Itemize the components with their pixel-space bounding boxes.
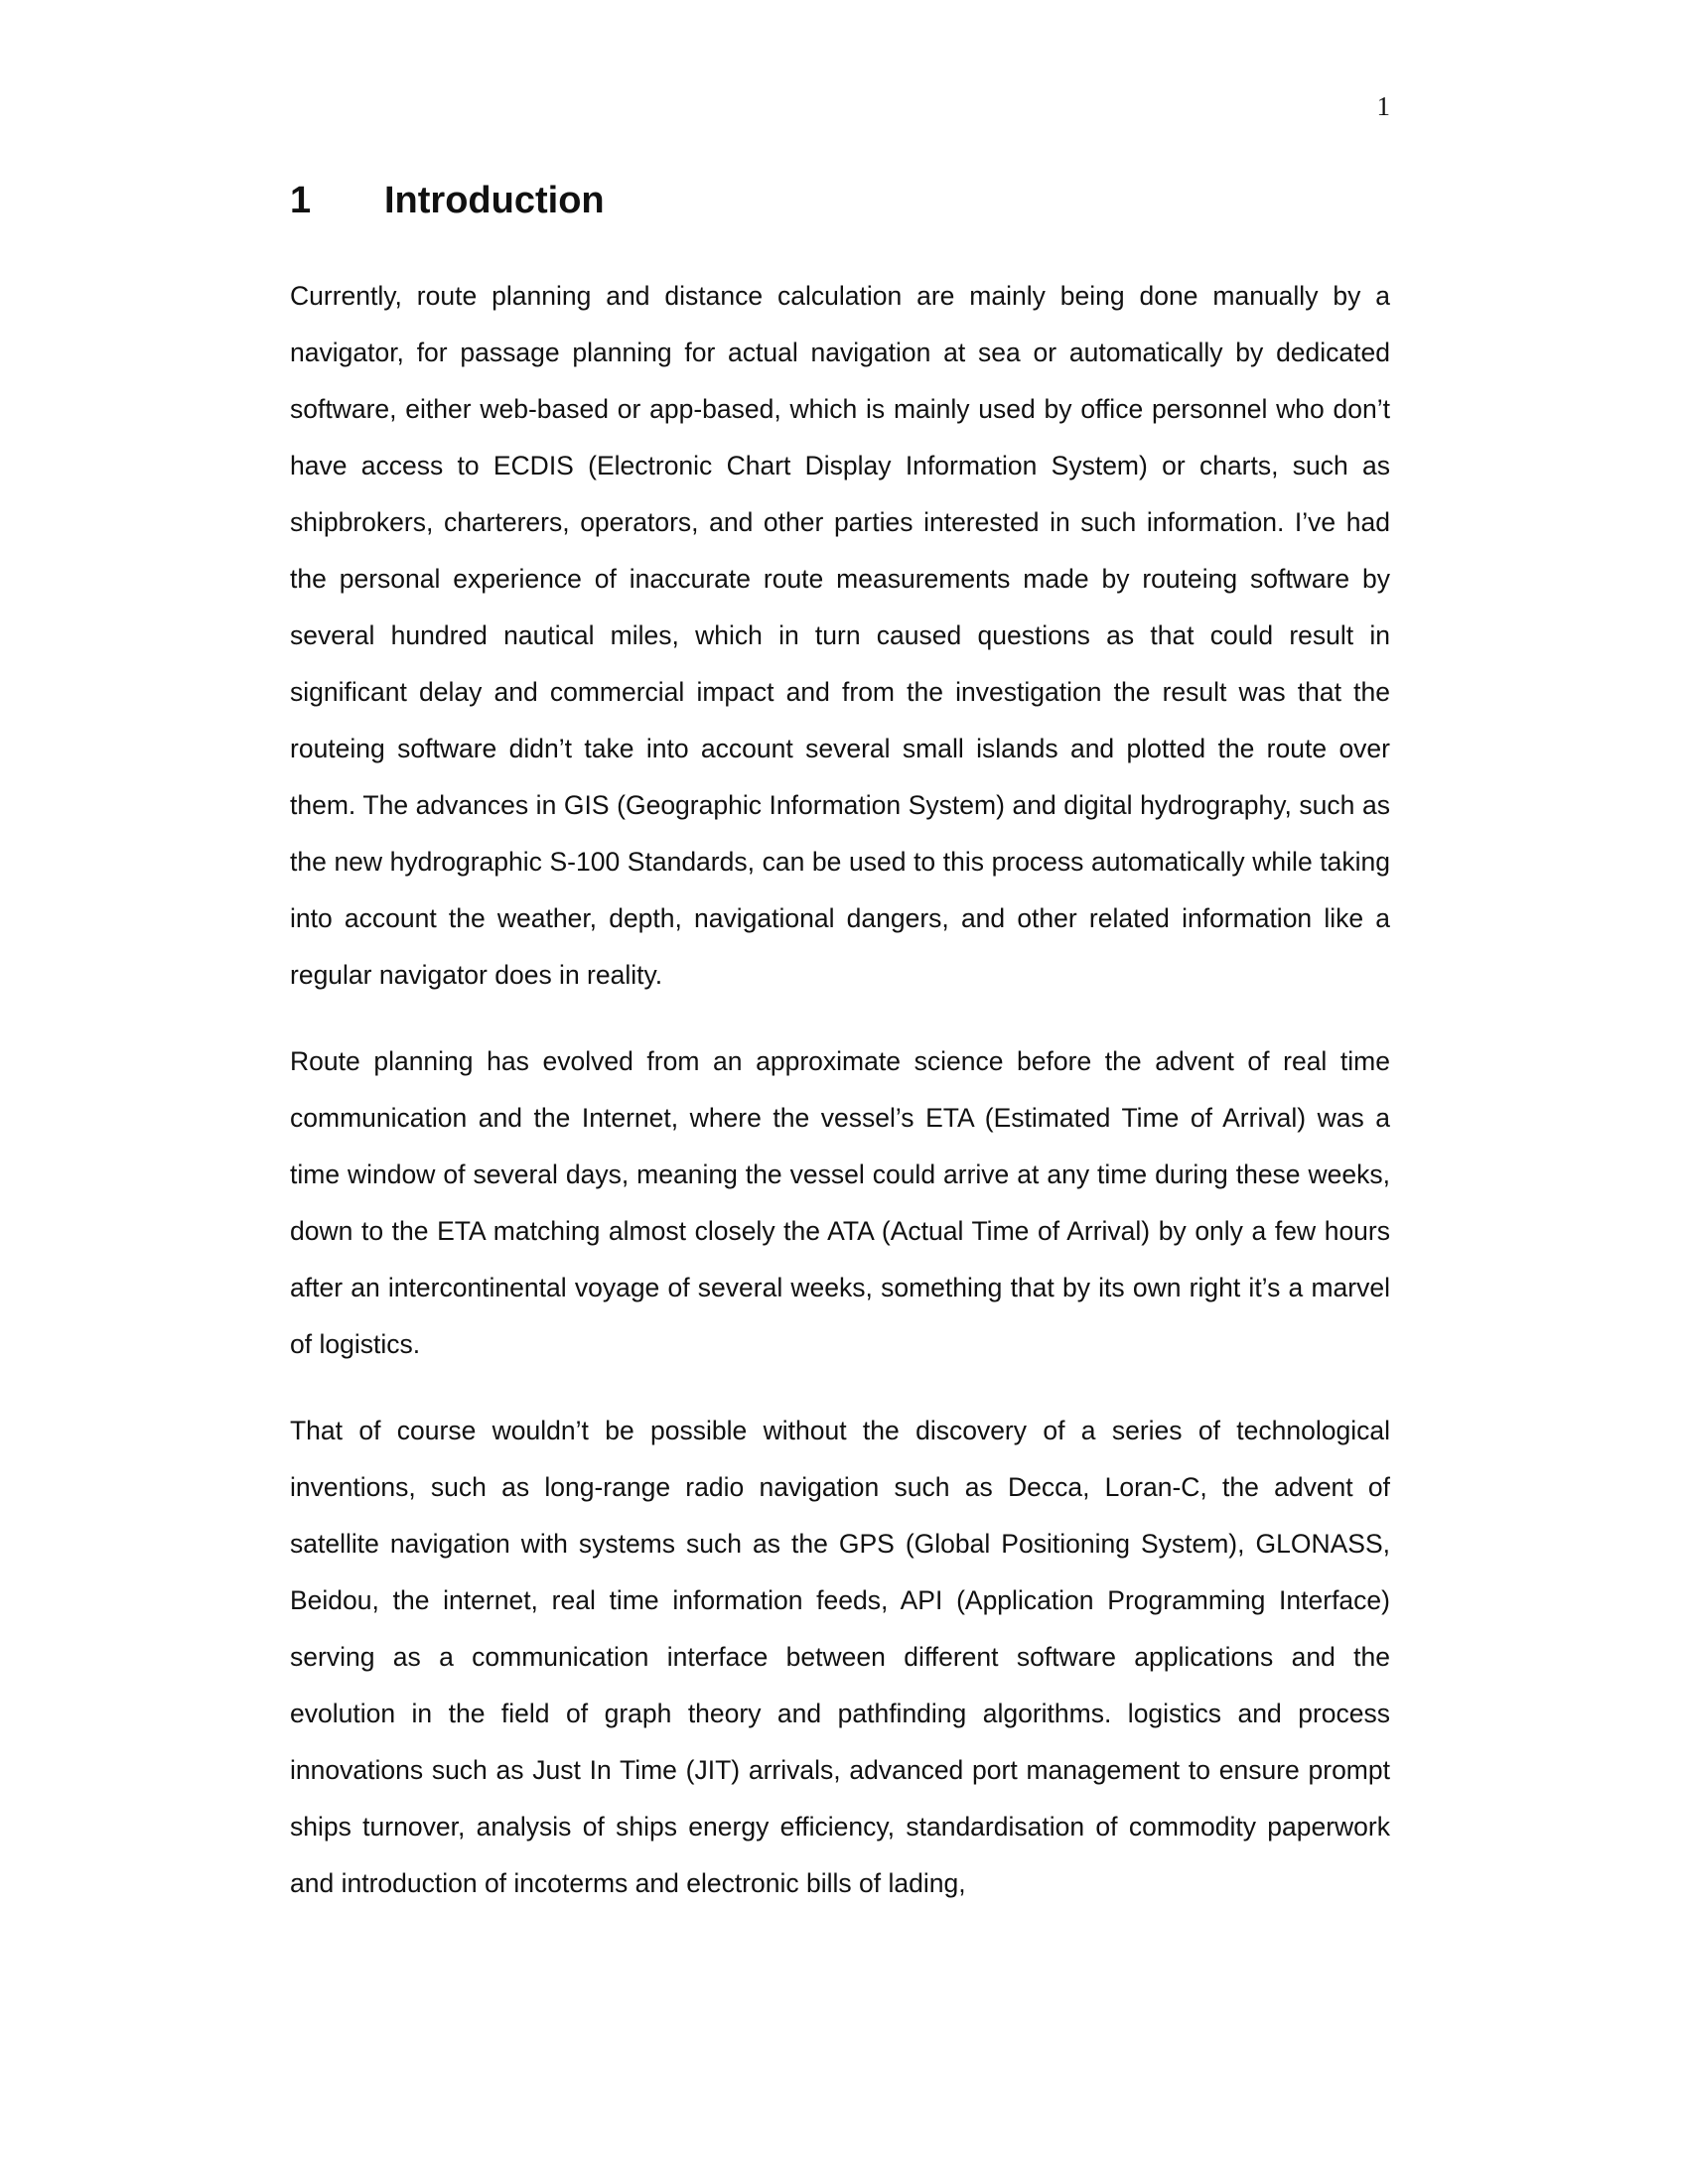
body-text bbox=[290, 268, 1390, 1912]
paragraph: Currently, route planning and distance calculation are mainly being done manually by a navigator, for passage planning for actual navigation at sea or automatically by dedicated software, either web-based or app-based, which is mainly used by office personnel who don’t have access to ECDIS (Electronic Chart Display Information System) or charts, such as shipbrokers, charterers, operators, and other parties interested in such information. I’ve had the personal experience of inaccurate route measurements made by routeing software by several hundred nautical miles, which in turn caused questions as that could result in significant delay and commercial impact and from the investigation the result was that the routeing software didn’t take into account several small islands and plotted the route over them. The advances in GIS (Geographic Information System) and digital hydrography, such as the new hydrographic S-100 Standards, can be used to this process automatically while taking into account the weather, depth, navigational dangers, and other related information like a regular navigator does in reality. bbox=[290, 281, 1390, 990]
section-heading bbox=[290, 179, 1392, 224]
page-number: 1 bbox=[1376, 91, 1390, 121]
section-number: 1 bbox=[290, 180, 312, 221]
paragraph: Route planning has evolved from an approximate science before the advent of real time communication and the Internet, where the vessel’s ETA (Estimated Time of Arrival) was a time window of several days, meaning the vessel could arrive at any time during these weeks, down to the ETA matching almost closely the ATA (Actual Time of Arrival) by only a few hours after an intercontinental voyage of several weeks, something that by its own right it’s a marvel of logistics. bbox=[290, 1046, 1390, 1359]
paragraph: That of course wouldn’t be possible without the discovery of a series of technological inventions, such as long-range radio navigation such as Decca, Loran-C, the advent of satellite navigation with systems such as the GPS (Global Positioning System), GLONASS, Beidou, the internet, real time information feeds, API (Application Programming Interface) serving as a communication interface between different software applications and the evolution in the field of graph theory and pathfinding algorithms. logistics and process innovations such as Just In Time (JIT) arrivals, advanced port management to ensure prompt ships turnover, analysis of ships energy efficiency, standardisation of commodity paperwork and introduction of incoterms and electronic bills of lading, bbox=[290, 1416, 1390, 1898]
section-title: Introduction bbox=[384, 180, 605, 221]
